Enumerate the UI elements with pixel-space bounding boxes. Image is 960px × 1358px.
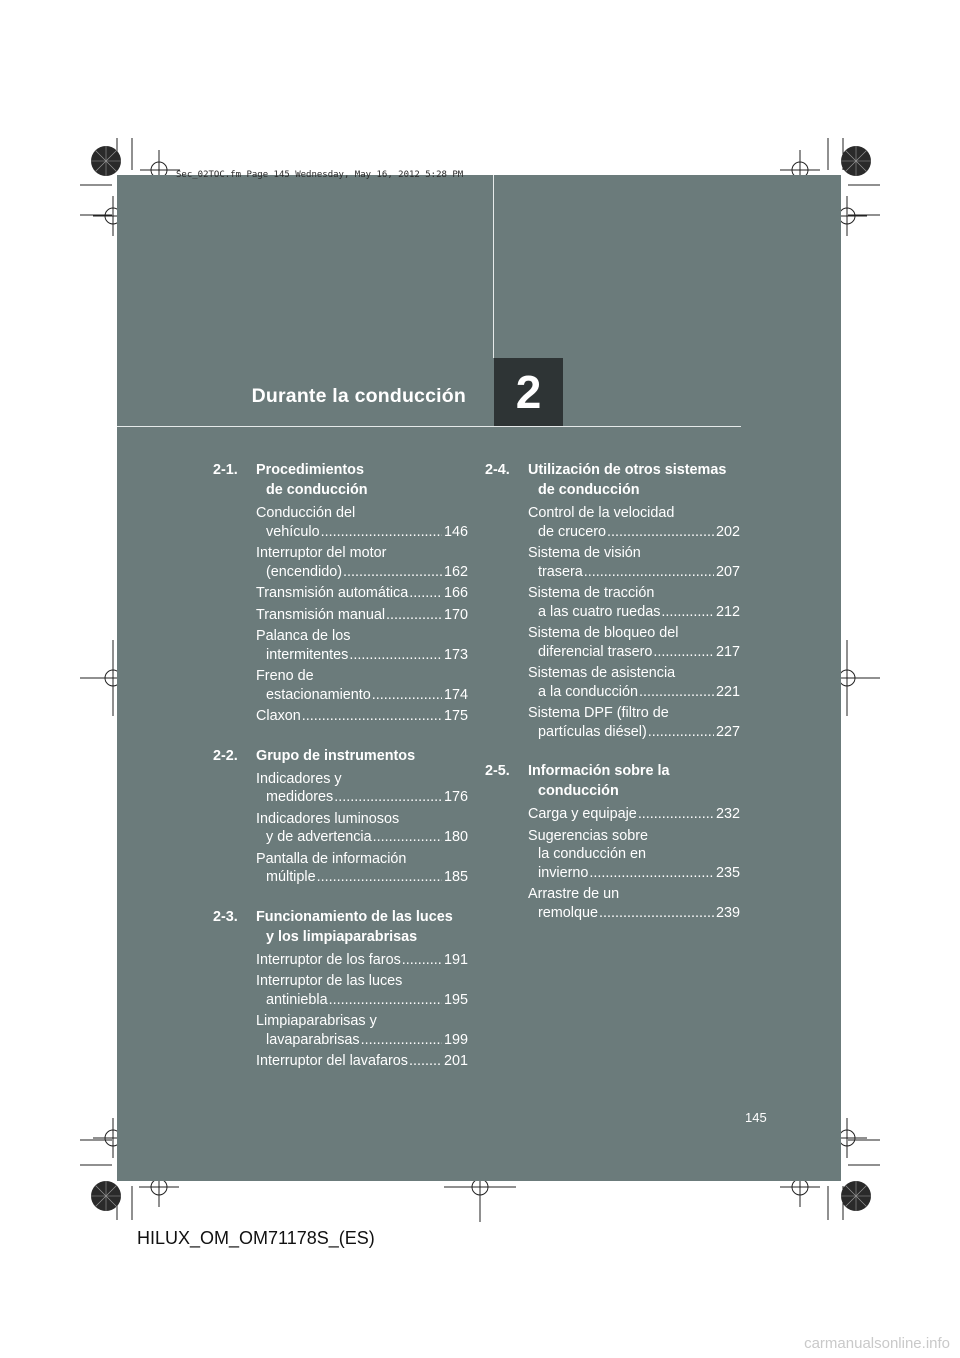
toc-entry-page: 202	[715, 523, 740, 540]
toc-entry-page: 199	[443, 1031, 468, 1048]
toc-entry-label: Control de la velocidad	[528, 505, 675, 521]
toc-entry-label: Sistema DPF (filtro de	[528, 705, 669, 721]
divider-horizontal	[117, 426, 741, 427]
divider-vertical	[493, 175, 494, 358]
toc-entry-page: 201	[443, 1053, 468, 1069]
toc-entry-label: partículas diésel)	[538, 723, 647, 740]
toc-entry-label: la conducción en	[538, 846, 647, 862]
toc-section	[485, 460, 740, 741]
toc-section-number: 2-3.	[213, 908, 238, 925]
toc-section	[213, 460, 468, 726]
toc-entry-label: Indicadores luminosos	[256, 810, 400, 827]
toc-entry[interactable]	[528, 664, 740, 701]
toc-entry-label: remolque	[538, 904, 598, 921]
toc-entry[interactable]	[256, 850, 468, 887]
toc-dot-leader	[361, 1031, 442, 1050]
toc-entry-label: estacionamiento	[266, 686, 371, 703]
toc-entry-page: 195	[443, 991, 468, 1008]
toc-entry-row	[256, 523, 468, 542]
toc-section-heading	[485, 761, 740, 801]
toc-entry-page: 239	[715, 904, 740, 921]
toc-entry-page: 166	[443, 585, 468, 601]
toc-entry-label: vehículo	[266, 523, 320, 540]
toc-entry[interactable]	[528, 504, 740, 541]
toc-entry-label: Pantalla de información	[256, 850, 407, 867]
toc-entry-label: (encendido)	[266, 563, 343, 580]
toc-dot-leader	[402, 951, 442, 970]
toc-column-left	[213, 460, 468, 1091]
toc-dot-leader	[329, 991, 442, 1010]
toc-entry-label: Conducción del	[256, 505, 356, 521]
toc-entry-row	[256, 707, 468, 726]
toc-entry[interactable]	[528, 624, 740, 661]
toc-entry-label: Limpiaparabrisas y	[256, 1013, 377, 1029]
toc-section	[213, 746, 468, 887]
toc-section-title-line: de conducción	[538, 482, 640, 498]
toc-entry-page: 146	[443, 523, 468, 540]
toc-entry-row	[528, 683, 740, 702]
toc-entry-label: Sistema de visión	[528, 545, 641, 561]
toc-entry[interactable]	[256, 810, 468, 847]
watermark: carmanualsonline.info	[804, 1335, 950, 1352]
toc-section-number: 2-5.	[485, 763, 510, 779]
toc-entry[interactable]	[528, 544, 740, 581]
toc-entry-row	[256, 951, 468, 970]
toc-section-number: 2-1.	[213, 462, 238, 478]
toc-section-heading	[213, 460, 468, 500]
toc-entry-page: 191	[443, 951, 468, 968]
toc-entry-row	[256, 584, 468, 603]
toc-entry-row	[528, 563, 740, 582]
toc-entry-label: a las cuatro ruedas	[538, 603, 661, 620]
toc-entry[interactable]	[256, 544, 468, 581]
toc-section-title-line: de conducción	[266, 482, 368, 498]
toc-dot-leader	[638, 805, 714, 824]
toc-entry[interactable]	[256, 606, 468, 625]
toc-entry[interactable]	[528, 885, 740, 922]
toc-dot-leader	[653, 643, 714, 662]
toc-entry-page: 175	[443, 708, 468, 724]
toc-entry-label: Interruptor de los faros	[256, 951, 401, 968]
toc-dot-leader	[302, 707, 442, 726]
toc-entry-label: invierno	[538, 864, 589, 881]
toc-section-title	[256, 907, 468, 947]
toc-entry-row	[528, 864, 740, 883]
toc-entry-row	[528, 723, 740, 742]
toc-section-title	[256, 746, 468, 766]
toc-entry-label: Interruptor del lavafaros	[256, 1053, 408, 1069]
toc-entry-page: 162	[443, 563, 468, 580]
toc-entry-label: antiniebla	[266, 991, 328, 1008]
toc-entry-page: 232	[715, 806, 740, 822]
toc-section-title-line: Funcionamiento de las luces	[256, 908, 453, 925]
toc-section-title-line: conducción	[538, 783, 619, 799]
toc-entry-page: 207	[715, 563, 740, 580]
document-code: HILUX_OM_OM71178S_(ES)	[137, 1228, 375, 1248]
toc-entry-row	[256, 991, 468, 1010]
toc-entry-row	[528, 805, 740, 824]
toc-entry-page: 235	[715, 864, 740, 881]
toc-dot-leader	[584, 563, 714, 582]
toc-section-heading	[485, 460, 740, 500]
toc-entry-row	[528, 904, 740, 923]
toc-entry-label: a la conducción	[538, 683, 639, 700]
toc-entry-row	[528, 643, 740, 662]
toc-entry-label: Transmisión manual	[256, 606, 386, 623]
toc-section-title-line: Utilización de otros sistemas	[528, 462, 727, 478]
toc-entry[interactable]	[256, 1012, 468, 1049]
toc-dot-leader	[409, 584, 442, 603]
toc-section-title-line: y los limpiaparabrisas	[266, 928, 418, 945]
toc-entry[interactable]	[528, 827, 740, 883]
toc-dot-leader	[321, 523, 442, 542]
toc-dot-leader	[349, 646, 442, 665]
toc-entry-row	[256, 868, 468, 887]
toc-entry-label: Freno de	[256, 668, 314, 684]
toc-entry[interactable]	[528, 704, 740, 741]
toc-section-heading	[213, 907, 468, 947]
page-number: 145	[745, 1110, 767, 1125]
toc-entry[interactable]	[256, 972, 468, 1009]
toc-entry-label: Sistema de bloqueo del	[528, 625, 679, 641]
toc-dot-leader	[317, 868, 442, 887]
toc-entry-page: 173	[443, 646, 468, 663]
chapter-number-badge: 2	[494, 358, 563, 426]
toc-entry-page: 221	[715, 683, 740, 700]
toc-entry-page: 212	[715, 603, 740, 620]
toc-entry-page: 176	[443, 789, 468, 805]
toc-entry-label: Indicadores y	[256, 770, 342, 787]
toc-dot-leader	[409, 1052, 442, 1071]
toc-entry-label: Sugerencias sobre	[528, 827, 648, 844]
toc-entry[interactable]	[528, 584, 740, 621]
toc-entry-row	[528, 523, 740, 542]
toc-entry-label: Carga y equipaje	[528, 806, 637, 822]
toc-entry-row	[256, 646, 468, 665]
toc-section	[485, 761, 740, 922]
toc-entry-label: trasera	[538, 563, 583, 580]
toc-entry-row	[256, 1052, 468, 1071]
toc-column-right	[485, 460, 740, 942]
toc-entry-page: 174	[443, 686, 468, 703]
toc-section-title	[256, 460, 468, 500]
toc-entry[interactable]	[256, 667, 468, 704]
toc-entry-label: lavaparabrisas	[266, 1031, 360, 1048]
toc-entry-label: de crucero	[538, 523, 606, 540]
toc-entry[interactable]	[256, 951, 468, 970]
toc-entry-label: Transmisión automática	[256, 585, 409, 601]
toc-section-title	[528, 460, 740, 500]
toc-entry-page: 185	[443, 869, 468, 885]
toc-section-title-line: Grupo de instrumentos	[256, 747, 416, 764]
toc-entry[interactable]	[256, 770, 468, 807]
toc-dot-leader	[343, 563, 442, 582]
chapter-title: Durante la conducción	[251, 385, 466, 407]
toc-section-heading	[213, 746, 468, 766]
toc-entry-label: y de advertencia	[266, 829, 372, 845]
toc-section-title	[528, 761, 740, 801]
toc-entry-label: Interruptor de las luces	[256, 973, 403, 989]
toc-dot-leader	[373, 828, 442, 847]
toc-entry-label: Claxon	[256, 708, 301, 724]
toc-section-number: 2-4.	[485, 462, 510, 478]
toc-entry[interactable]	[528, 805, 740, 824]
toc-section-title-line: Procedimientos	[256, 462, 364, 478]
toc-entry-page: 170	[443, 606, 468, 623]
toc-entry-label: medidores	[266, 789, 334, 805]
toc-dot-leader	[648, 723, 714, 742]
toc-section	[213, 907, 468, 1071]
toc-dot-leader	[589, 864, 714, 883]
toc-entry-label: intermitentes	[266, 646, 349, 663]
toc-dot-leader	[639, 683, 714, 702]
toc-entry-label: Sistemas de asistencia	[528, 665, 676, 681]
toc-entry[interactable]	[256, 584, 468, 603]
toc-entry-row	[528, 603, 740, 622]
toc-entry-label: diferencial trasero	[538, 643, 653, 660]
toc-section-title-line: Información sobre la	[528, 763, 670, 779]
toc-entry-label: múltiple	[266, 869, 316, 885]
toc-dot-leader	[599, 904, 714, 923]
toc-entry-row	[256, 606, 468, 625]
toc-entry-label: Interruptor del motor	[256, 545, 387, 561]
toc-dot-leader	[607, 523, 714, 542]
toc-entry-row	[256, 563, 468, 582]
toc-entry-row	[256, 1031, 468, 1050]
toc-entry[interactable]	[256, 504, 468, 541]
print-header-stamp: Sec_02TOC.fm Page 145 Wednesday, May 16, 2012 5:28 PM	[176, 170, 464, 180]
toc-entry[interactable]	[256, 707, 468, 726]
toc-entry-label: Arrastre de un	[528, 886, 620, 902]
toc-entry-page: 217	[715, 643, 740, 660]
toc-entry-page: 180	[443, 829, 468, 845]
toc-entry[interactable]	[256, 1052, 468, 1071]
toc-entry-row	[256, 828, 468, 847]
toc-dot-leader	[372, 686, 442, 705]
toc-dot-leader	[334, 788, 442, 807]
toc-dot-leader	[386, 606, 442, 625]
toc-entry-row	[256, 686, 468, 705]
toc-section-number: 2-2.	[213, 747, 238, 764]
toc-entry[interactable]	[256, 627, 468, 664]
toc-entry-row	[256, 788, 468, 807]
toc-entry-label: Palanca de los	[256, 628, 351, 644]
toc-entry-page: 227	[715, 723, 740, 740]
toc-dot-leader	[661, 603, 714, 622]
toc-entry-label: Sistema de tracción	[528, 585, 655, 601]
